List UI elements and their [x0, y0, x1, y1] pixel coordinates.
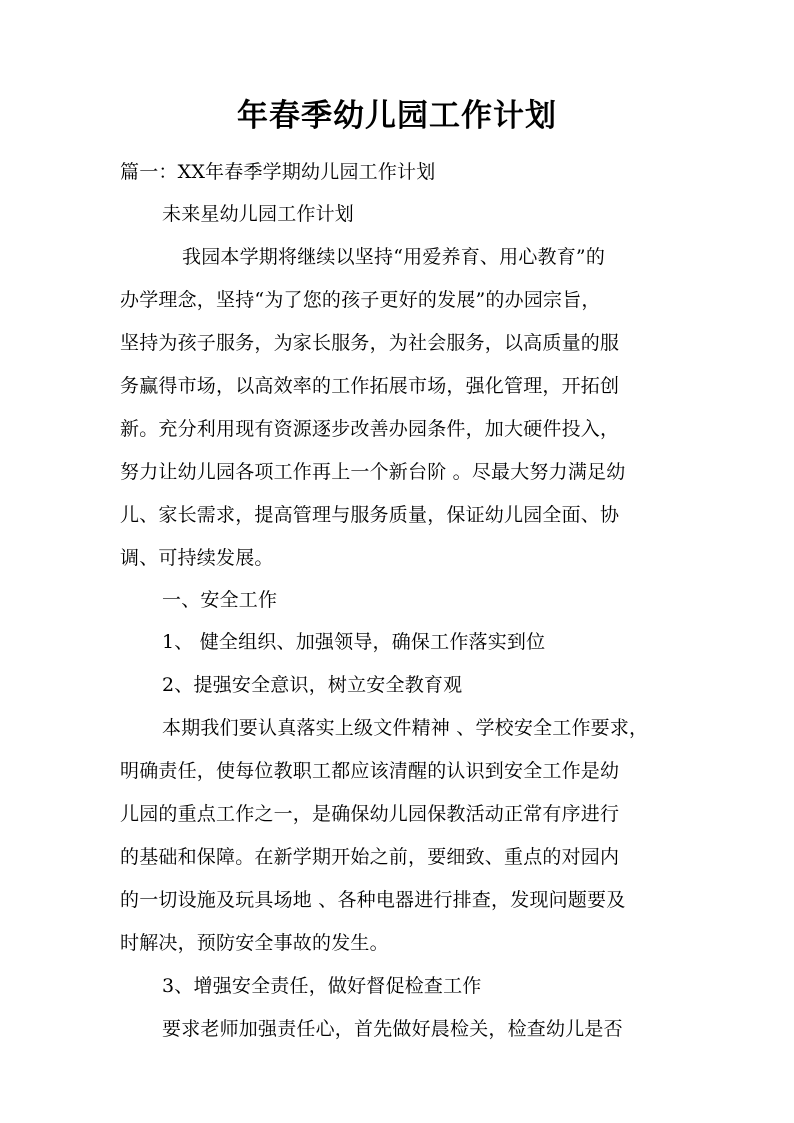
section-heading: 一、安全工作 — [162, 589, 278, 611]
paragraph-line: 儿、家长需求，提高管理与服务质量，保证幼儿园全面、协 — [120, 504, 620, 526]
paragraph-line: 坚持为孩子服务，为家长服务，为社会服务，以高质量的服 — [120, 332, 620, 354]
paragraph-line: 明确责任，使每位教职工都应该清醒的认识到安全工作是幼 — [120, 760, 620, 782]
paragraph-line: 新。充分利用现有资源逐步改善办园条件，加大硬件投入， — [120, 418, 620, 440]
paragraph-line: 时解决，预防安全事故的发生。 — [120, 932, 389, 954]
paragraph-line: 务赢得市场，以高效率的工作拓展市场，强化管理，开拓创 — [120, 375, 620, 397]
paragraph-line: 要求老师加强责任心，首先做好晨检关，检查幼儿是否 — [162, 1018, 623, 1040]
document-title: 年春季幼儿园工作计划 — [237, 98, 557, 134]
section-heading-line: 篇一：XX年春季学期幼儿园工作计划 — [120, 161, 436, 183]
paragraph-line: 的基础和保障。在新学期开始之前，要细致、重点的对园内 — [120, 846, 620, 868]
list-item: 2、提强安全意识，树立安全教育观 — [162, 674, 463, 696]
paragraph-line: 我园本学期将继续以坚持“用爱养育、用心教育”的 — [182, 246, 606, 268]
paragraph-line: 调、可持续发展。 — [120, 547, 274, 569]
list-item: 3、增强安全责任，做好督促检查工作 — [162, 975, 482, 997]
paragraph-line: 办学理念，坚持“为了您的孩子更好的发展”的办园宗旨， — [120, 289, 601, 311]
paragraph-line: 努力让幼儿园各项工作再上一个新台阶 。尽最大努力满足幼 — [120, 461, 626, 483]
paragraph-line: 儿园的重点工作之一，是确保幼儿园保教活动正常有序进行 — [120, 803, 620, 825]
list-item: 1、 健全组织、加强领导，确保工作落实到位 — [162, 631, 546, 653]
subtitle-line: 未来星幼儿园工作计划 — [162, 203, 355, 225]
paragraph-line: 本期我们要认真落实上级文件精神 、学校安全工作要求， — [162, 717, 649, 739]
paragraph-line: 的一切设施及玩具场地 、各种电器进行排查，发现问题要及 — [120, 889, 626, 911]
